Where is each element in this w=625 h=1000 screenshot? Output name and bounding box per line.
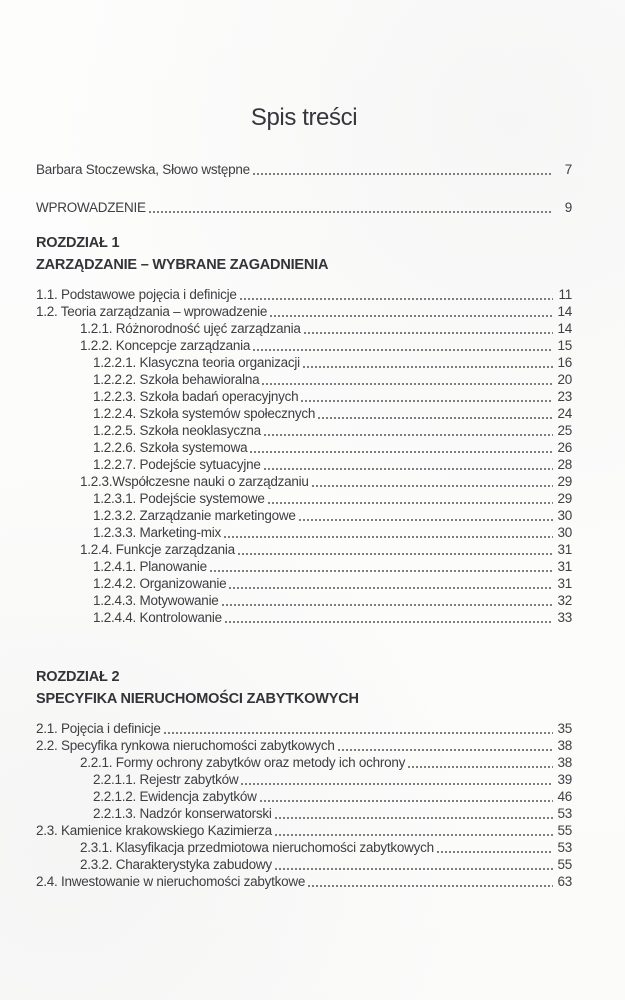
- toc-leader-dots: [267, 502, 553, 504]
- toc-leader-dots: [337, 749, 553, 751]
- toc-entry-page: 55: [557, 823, 572, 838]
- toc-entry-label: WPROWADZENIE: [36, 200, 146, 215]
- toc-entry-page: 63: [557, 874, 572, 889]
- toc-leader-dots: [239, 298, 553, 300]
- toc-entry-page: 30: [557, 525, 572, 540]
- toc-entry: [36, 856, 572, 873]
- toc-entry-label: 1.2.2.1. Klasyczna teoria organizacji: [93, 355, 300, 370]
- toc-leader-dots: [269, 315, 553, 317]
- toc-entry: [36, 575, 572, 592]
- toc-leader-dots: [249, 451, 553, 453]
- toc-entry: [36, 609, 572, 626]
- toc-leader-dots: [307, 885, 553, 887]
- toc-entry-label: 2.1. Pojęcia i definicje: [36, 721, 161, 736]
- toc-entry-page: 33: [557, 610, 572, 625]
- toc-entry-label: 2.2.1.3. Nadzór konserwatorski: [93, 806, 272, 821]
- toc-leader-dots: [274, 834, 553, 836]
- toc-entry: [36, 873, 572, 890]
- toc-entry-page: 32: [557, 593, 572, 608]
- toc-entry: [36, 456, 572, 473]
- toc-entry: [36, 490, 572, 507]
- toc-entry: [36, 558, 572, 575]
- toc-entry-page: 30: [557, 508, 572, 523]
- toc-entry-label: 2.4. Inwestowanie w nieruchomości zabytkowe: [36, 874, 306, 889]
- toc-entry-label: 1.2.4. Funkcje zarządzania: [80, 542, 235, 557]
- toc-entry-page: 26: [557, 440, 572, 455]
- toc-leader-dots: [163, 732, 553, 734]
- toc-entry-page: 7: [564, 162, 572, 177]
- toc-entry-page: 31: [557, 576, 572, 591]
- chapter-title: ZARZĄDZANIE – WYBRANE ZAGADNIENIA: [36, 257, 329, 273]
- toc-leader-dots: [148, 211, 553, 213]
- toc-entry: [36, 541, 572, 558]
- toc-leader-dots: [263, 468, 553, 470]
- toc-entry-label: 2.3.2. Charakterystyka zabudowy: [80, 857, 272, 872]
- toc-entry-label: Barbara Stoczewska, Słowo wstępne: [36, 162, 250, 177]
- toc-leader-dots: [252, 349, 553, 351]
- chapter-number: ROZDZIAŁ 1: [36, 235, 120, 251]
- toc-leader-dots: [300, 400, 553, 402]
- toc-entry-page: 31: [557, 559, 572, 574]
- toc-leader-dots: [407, 766, 553, 768]
- toc-leader-dots: [302, 366, 553, 368]
- toc-entry-page: 29: [557, 491, 572, 506]
- toc-chapter: [36, 666, 572, 890]
- toc-entry-label: 1.2.1. Różnorodność ujęć zarządzania: [80, 321, 301, 336]
- toc-entry: [36, 839, 572, 856]
- toc-entry-label: 2.2.1. Formy ochrony zabytków oraz metody ich ochrony: [80, 755, 406, 770]
- toc-leader-dots: [221, 604, 553, 606]
- toc-entry-page: 15: [557, 338, 572, 353]
- chapter-number: ROZDZIAŁ 2: [36, 669, 120, 685]
- toc-entry-page: 14: [557, 304, 572, 319]
- toc-leader-dots: [237, 553, 553, 555]
- toc-entry-label: 2.2. Specyfika rynkowa nieruchomości zabytkowych: [36, 738, 335, 753]
- toc-entry-label: 2.2.1.2. Ewidencja zabytków: [93, 789, 257, 804]
- toc-entry: [36, 161, 572, 178]
- toc-entry-page: 14: [557, 321, 572, 336]
- toc-entry-label: 1.2.4.1. Planowanie: [93, 559, 207, 574]
- toc-entry-page: 53: [557, 840, 572, 855]
- toc-entry: [36, 320, 572, 337]
- toc-entry: [36, 286, 572, 303]
- toc-entry-label: 2.3. Kamienice krakowskiego Kazimierza: [36, 823, 272, 838]
- toc-entry-page: 25: [557, 423, 572, 438]
- toc-entry-page: 55: [557, 857, 572, 872]
- toc-entry-page: 35: [557, 721, 572, 736]
- page-title: Spis treści: [250, 104, 358, 131]
- toc-entry-page: 20: [557, 372, 572, 387]
- toc-entry: [36, 507, 572, 524]
- toc-leader-dots: [224, 621, 553, 623]
- toc-entry: [36, 737, 572, 754]
- toc-entry-label: 1.2.2.4. Szkoła systemów społecznych: [93, 406, 316, 421]
- toc-entry-page: 28: [557, 457, 572, 472]
- toc-entry-page: 9: [564, 200, 572, 215]
- toc-entry: [36, 371, 572, 388]
- toc-entry-label: 1.1. Podstawowe pojęcia i definicje: [36, 287, 237, 302]
- toc-entry: [36, 754, 572, 771]
- toc-entry-label: 1.2.3.Współczesne nauki o zarządzaniu: [80, 474, 309, 489]
- chapter-entries: [36, 286, 572, 626]
- toc-entry-label: 2.3.1. Klasyfikacja przedmiotowa nieruchomości zabytkowych: [80, 840, 434, 855]
- toc-entry: [36, 473, 572, 490]
- toc-leader-dots: [252, 173, 553, 175]
- toc-entry-label: 1.2.2.5. Szkoła neoklasyczna: [93, 423, 261, 438]
- toc-entry: [36, 771, 572, 788]
- toc-entry-label: 1.2.2.3. Szkoła badań operacyjnych: [93, 389, 299, 404]
- toc-entry: [36, 388, 572, 405]
- toc-entry-page: 53: [557, 806, 572, 821]
- chapter-heading: [36, 666, 572, 710]
- toc-leader-dots: [298, 519, 553, 521]
- toc-entry: [36, 337, 572, 354]
- toc-leader-dots: [263, 434, 553, 436]
- toc-leader-dots: [303, 332, 553, 334]
- toc-entry: [36, 439, 572, 456]
- toc-leader-dots: [274, 868, 553, 870]
- toc-entry-label: 1.2.3.1. Podejście systemowe: [93, 491, 265, 506]
- toc-entry-page: 11: [558, 287, 572, 302]
- toc-entry-page: 38: [557, 755, 572, 770]
- toc-leader-dots: [240, 783, 553, 785]
- toc-leader-dots: [317, 417, 553, 419]
- toc-leader-dots: [223, 536, 553, 538]
- toc-entry-page: 24: [557, 406, 572, 421]
- toc-leader-dots: [261, 383, 553, 385]
- toc-entry-page: 29: [557, 474, 572, 489]
- toc-entry-label: 1.2.2.6. Szkoła systemowa: [93, 440, 248, 455]
- toc-entry: [36, 592, 572, 609]
- toc-entry: [36, 524, 572, 541]
- chapter-title: SPECYFIKA NIERUCHOMOŚCI ZABYTKOWYCH: [36, 691, 359, 707]
- toc-entry: [36, 720, 572, 737]
- toc-entry-label: 1.2.3.3. Marketing-mix: [93, 525, 222, 540]
- chapter-entries: [36, 720, 572, 890]
- toc-entry-label: 1.2.2.7. Podejście sytuacyjne: [93, 457, 261, 472]
- toc-entry: [36, 405, 572, 422]
- toc-entry-label: 1.2.2. Koncepcje zarządzania: [80, 338, 251, 353]
- chapter-heading: [36, 232, 572, 276]
- front-matter: [36, 161, 572, 216]
- toc-entry-label: 2.2.1.1. Rejestr zabytków: [93, 772, 239, 787]
- toc-leader-dots: [311, 485, 553, 487]
- toc-leader-dots: [274, 817, 553, 819]
- chapters: [36, 232, 572, 890]
- toc-entry: [36, 805, 572, 822]
- toc-entry: [36, 822, 572, 839]
- toc-leader-dots: [436, 851, 553, 853]
- toc-chapter: [36, 232, 572, 626]
- toc-entry-label: 1.2. Teoria zarządzania – wprowadzenie: [36, 304, 268, 319]
- toc-entry: [36, 199, 572, 216]
- toc-leader-dots: [228, 587, 553, 589]
- toc-entry-label: 1.2.4.4. Kontrolowanie: [93, 610, 222, 625]
- toc-leader-dots: [259, 800, 553, 802]
- toc-entry-page: 46: [557, 789, 572, 804]
- toc-entry-label: 1.2.3.2. Zarządzanie marketingowe: [93, 508, 296, 523]
- toc-leader-dots: [209, 570, 553, 572]
- toc-entry-page: 39: [557, 772, 572, 787]
- toc-entry: [36, 303, 572, 320]
- toc-entry: [36, 788, 572, 805]
- toc-entry-page: 16: [557, 355, 572, 370]
- toc-entry-label: 1.2.4.2. Organizowanie: [93, 576, 227, 591]
- toc-entry-page: 23: [557, 389, 572, 404]
- toc-entry: [36, 422, 572, 439]
- toc-entry-label: 1.2.4.3. Motywowanie: [93, 593, 219, 608]
- toc-entry: [36, 354, 572, 371]
- toc-entry-page: 31: [557, 542, 572, 557]
- toc-entry-label: 1.2.2.2. Szkoła behawioralna: [93, 372, 260, 387]
- toc-entry-page: 38: [557, 738, 572, 753]
